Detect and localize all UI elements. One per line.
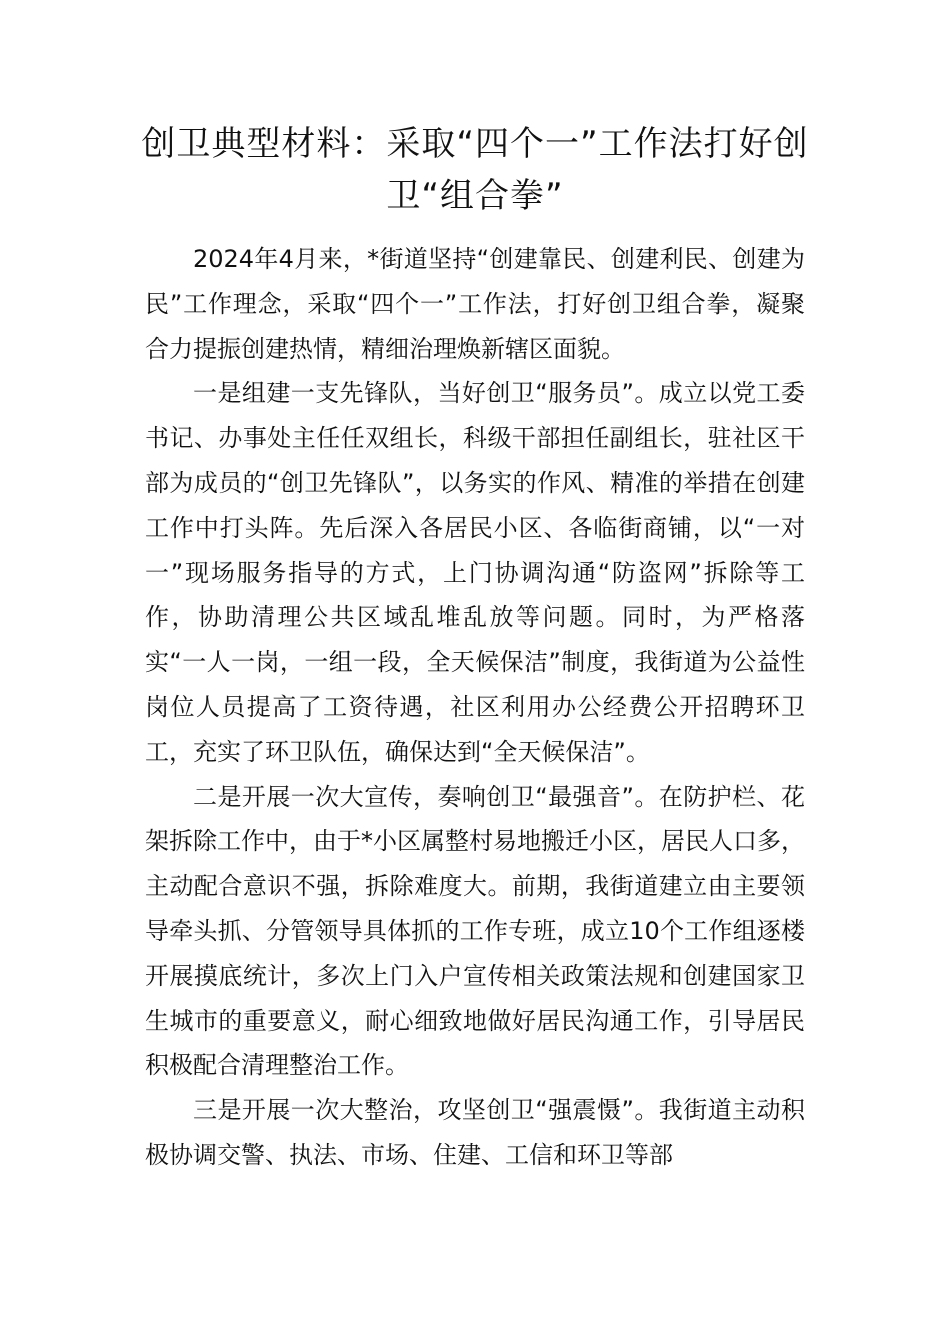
document-title: 创卫典型材料：采取“四个一”工作法打好创卫“组合拳”: [141, 124, 809, 216]
paragraph-intro: 2024年4月来，*街道坚持“创建靠民、创建利民、创建为民”工作理念，采取“四个一”工作法，打好创卫组合拳，凝聚合力提振创建热情，精细治理焕新辖区面貌。: [145, 245, 805, 363]
paragraph-three: 三是开展一次大整治，攻坚创卫“强震慑”。我街道主动积极协调交警、执法、市场、住建、工信和环卫等部: [145, 1096, 805, 1169]
document-body: [145, 237, 805, 1178]
paragraph-two: 二是开展一次大宣传，奏响创卫“最强音”。在防护栏、花架拆除工作中，由于*小区属整村易地搬迁小区，居民人口多，主动配合意识不强，拆除难度大。前期，我街道建立由主要领导牵头抓、分管领导具体抓的工作专班，成立10个工作组逐楼开展摸底统计，多次上门入户宣传相关政策法规和创建国家卫生城市的重要意义，耐心细致地做好居民沟通工作，引导居民积极配合清理整治工作。: [145, 782, 805, 1080]
paragraph-one: 一是组建一支先锋队，当好创卫“服务员”。成立以党工委书记、办事处主任任双组长，科级干部担任副组长，驻社区干部为成员的“创卫先锋队”，以务实的作风、精准的举措在创建工作中打头阵。先后深入各居民小区、各临街商铺，以“一对一”现场服务指导的方式，上门协调沟通“防盗网”拆除等工作，协助清理公共区域乱堆乱放等问题。同时，为严格落实“一人一岗，一组一段，全天候保洁”制度，我街道为公益性岗位人员提高了工资待遇，社区利用办公经费公开招聘环卫工，充实了环卫队伍，确保达到“全天候保洁”。: [145, 379, 805, 766]
